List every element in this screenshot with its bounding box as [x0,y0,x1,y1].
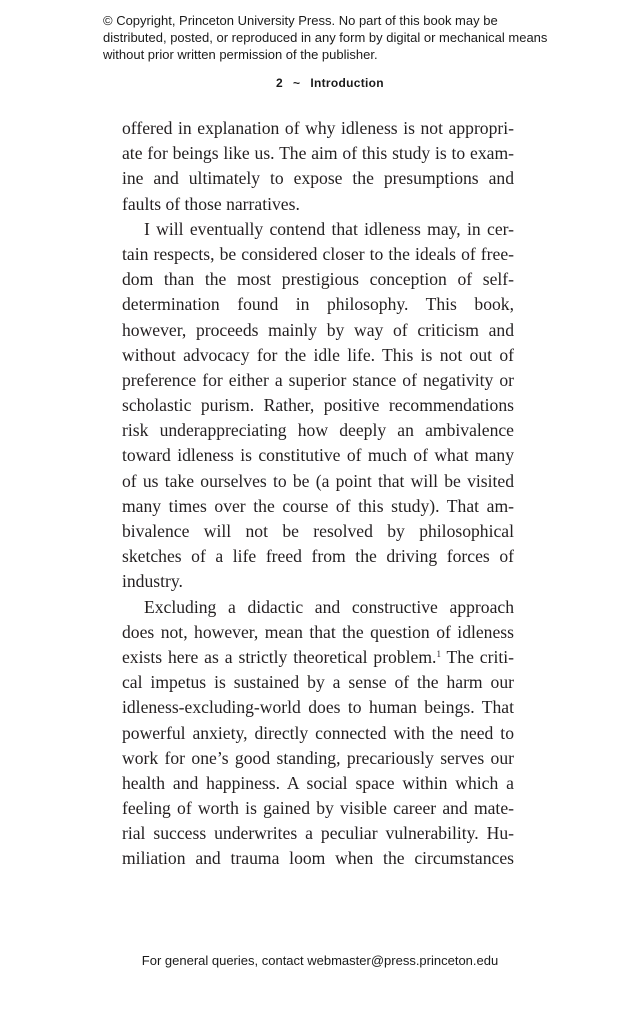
text-line: many times over the course of this study). That am- [122,495,514,516]
text-line [122,645,514,670]
text-line: rial success underwrites a peculiar vulnerability. Hu- [122,823,514,844]
text-line: risk underappreciating how deeply an ambivalence [122,420,514,441]
text-line: Excluding a didactic and constructive approach [144,596,514,617]
text-line: ate for beings like us. The aim of this study is to exam- [122,143,514,164]
text-line: without advocacy for the idle life. This is not out of [122,344,514,365]
text-line: health and happiness. A social space within which a [122,772,514,793]
text-line: offered in explanation of why idleness is not appropri- [122,118,514,138]
text-line: I will eventually contend that idleness may, in cer- [144,218,514,239]
text-line: dom than the most prestigious conception of self- [122,269,514,290]
text-line: does not, however, mean that the question of idleness [122,621,514,642]
text-line: bivalence will not be resolved by philosophical [122,521,514,541]
text-line: preference for either a superior stance of negativity or [122,369,514,390]
text-line: scholastic purism. Rather, positive recommendations [122,395,514,416]
text-line: industry. [122,571,183,592]
text-line: work for one’s good standing, precariously serves our [122,747,514,768]
text-line: ine and ultimately to expose the presumptions and [122,168,514,189]
running-head [0,76,640,90]
text-fragment: exists here as a strictly theoretical problem. [122,646,437,667]
text-line: tain respects, be considered closer to the ideals of free- [122,243,514,264]
text-line: idleness-excluding-world does to human beings. That [122,697,514,718]
chapter-title: Introduction [310,76,384,90]
text-line: faults of those narratives. [122,193,300,214]
text-line: determination found in philosophy. This book, [122,294,514,315]
text-fragment: The criti- [440,646,514,667]
text-line: however, proceeds mainly by way of criticism and [122,319,514,340]
body-text [122,116,514,872]
text-line: sketches of a life freed from the driving forces of [122,546,514,567]
text-line: of us take ourselves to be (a point that will be visited [122,470,514,491]
text-line: miliation and trauma loom when the circumstances [122,848,514,869]
footnote-marker[interactable]: 1 [436,648,441,659]
text-line: toward idleness is constitutive of much of what many [122,445,514,466]
running-head-separator: ~ [293,76,301,90]
footer-contact: For general queries, contact webmaster@press.princeton.edu [141,953,499,968]
copyright-notice: © Copyright, Princeton University Press. No part of this book may be distributed, posted, or reproduced in any form by digital or mechanical means without prior written permission of the publisher. [103,13,548,62]
page-number: 2 [276,76,284,90]
text-line: powerful anxiety, directly connected with the need to [122,722,514,743]
text-line: feeling of worth is gained by visible career and mate- [122,798,514,819]
text-line: cal impetus is sustained by a sense of the harm our [122,672,514,693]
